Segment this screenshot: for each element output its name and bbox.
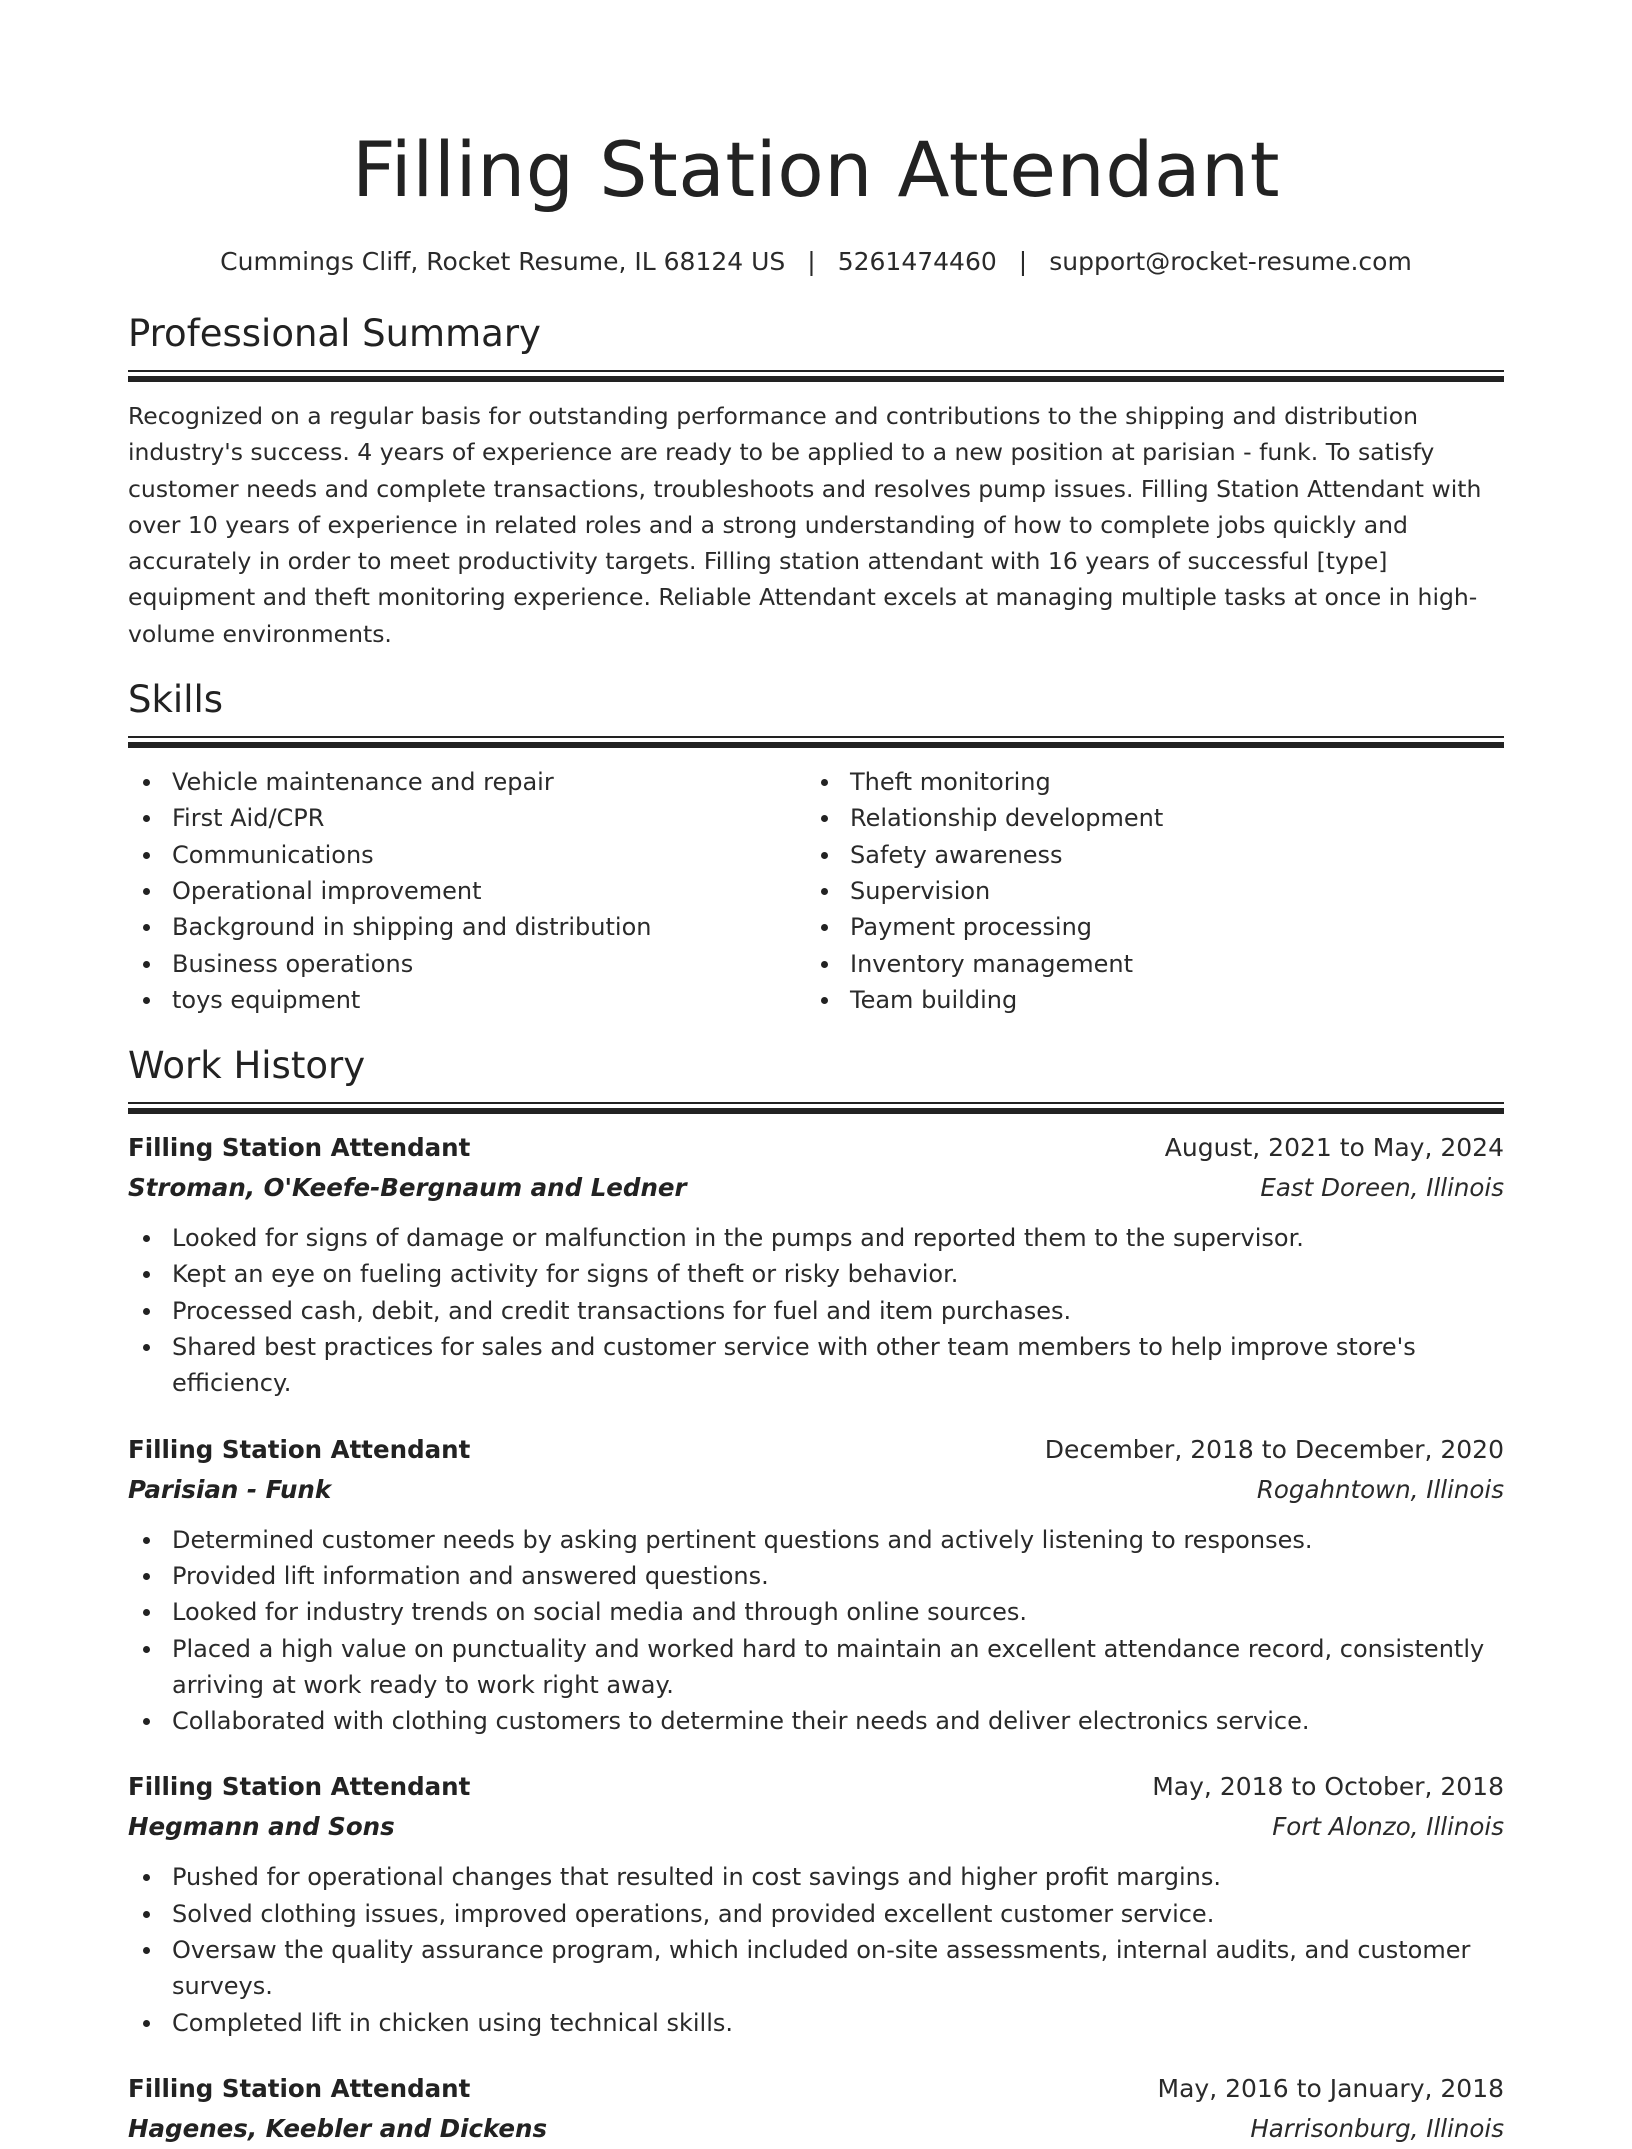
skill-item: Theft monitoring <box>806 764 1484 800</box>
job-header-row <box>128 1767 1504 1807</box>
job-bullet: Completed lift in chicken using technical skills. <box>128 2005 1504 2041</box>
job-bullet: Solved clothing issues, improved operations, and provided excellent customer service. <box>128 1896 1504 1932</box>
skill-item: toys equipment <box>128 982 806 1018</box>
job-bullet: Processed cash, debit, and credit transactions for fuel and item purchases. <box>128 1293 1504 1329</box>
summary-text: Recognized on a regular basis for outstanding performance and contributions to the shipping and distribution industry's success. 4 years of experience are ready to be applied to a new position at parisian - funk. To satisfy customer needs and complete transactions, troubleshoots and resolves pump issues. Filling Station Attendant with over 10 years of experience in related roles and a strong understanding of how to complete jobs quickly and accurately in order to meet productivity targets. Filling station attendant with 16 years of successful [type] equipment and theft monitoring experience. Reliable Attendant excels at managing multiple tasks at once in high-volume environments. <box>128 402 1482 648</box>
section-title-skills: Skills <box>128 678 224 722</box>
job-bullets <box>128 1522 1504 1740</box>
skill-item: Team building <box>806 982 1484 1018</box>
job-company-row <box>128 1807 1504 1847</box>
job-company-row <box>128 2109 1504 2149</box>
section-divider <box>128 370 1504 382</box>
job-location: East Doreen, Illinois <box>1260 1173 1504 1203</box>
job-bullet: Oversaw the quality assurance program, which included on-site assessments, internal audits, and customer surveys. <box>128 1932 1504 2005</box>
skill-item: Vehicle maintenance and repair <box>128 764 806 800</box>
job-company: Hagenes, Keebler and Dickens <box>128 2113 548 2143</box>
job-bullet: Placed a high value on punctuality and worked hard to maintain an excellent attendance record, consistently arriving at work ready to work right away. <box>128 1631 1504 1704</box>
skill-item: Relationship development <box>806 800 1484 836</box>
skills-section <box>128 678 1504 1018</box>
contact-line <box>128 245 1504 279</box>
job-location: Fort Alonzo, Illinois <box>1272 1812 1504 1842</box>
job-entry <box>128 1430 1504 1740</box>
skill-item: Operational improvement <box>128 873 806 909</box>
job-dates: December, 2018 to December, 2020 <box>1044 1434 1504 1464</box>
skill-item: Inventory management <box>806 946 1484 982</box>
work-history-section <box>128 1044 1504 2149</box>
job-bullet: Looked for industry trends on social media and through online sources. <box>128 1594 1504 1630</box>
job-entry <box>128 1767 1504 2040</box>
job-company: Stroman, O'Keefe-Bergnaum and Ledner <box>128 1173 687 1203</box>
job-title: Filling Station Attendant <box>128 1434 471 1464</box>
job-bullet: Looked for signs of damage or malfunction in the pumps and reported them to the supervisor. <box>128 1220 1504 1256</box>
section-title-work-history: Work History <box>128 1044 366 1088</box>
skills-column-left <box>128 764 806 1018</box>
job-bullet: Determined customer needs by asking pertinent questions and actively listening to responses. <box>128 1522 1504 1558</box>
job-company-row <box>128 1470 1504 1510</box>
resume-name: Filling Station Attendant <box>351 125 1281 214</box>
job-entry <box>128 1128 1504 1401</box>
contact-email: support@rocket-resume.com <box>1049 247 1412 276</box>
job-bullet: Shared best practices for sales and customer service with other team members to help improve store's efficiency. <box>128 1329 1504 1402</box>
resume-page <box>128 0 1504 2149</box>
contact-separator: | <box>1018 247 1028 276</box>
job-header-row <box>128 2069 1504 2109</box>
job-bullet: Kept an eye on fueling activity for signs of theft or risky behavior. <box>128 1256 1504 1292</box>
job-bullets <box>128 1220 1504 1401</box>
skill-item: Safety awareness <box>806 837 1484 873</box>
section-divider <box>128 736 1504 748</box>
skill-item: Background in shipping and distribution <box>128 909 806 945</box>
job-dates: May, 2016 to January, 2018 <box>1157 2073 1504 2103</box>
job-location: Harrisonburg, Illinois <box>1250 2113 1504 2143</box>
job-entry <box>128 2069 1504 2149</box>
section-title-summary: Professional Summary <box>128 312 541 355</box>
contact-address: Cummings Cliff, Rocket Resume, IL 68124 US <box>220 247 786 276</box>
job-bullet: Pushed for operational changes that resulted in cost savings and higher profit margins. <box>128 1859 1504 1895</box>
job-bullets <box>128 1859 1504 2040</box>
job-title: Filling Station Attendant <box>128 2073 471 2103</box>
job-company: Hegmann and Sons <box>128 1812 395 1842</box>
job-bullet: Collaborated with clothing customers to determine their needs and deliver electronics service. <box>128 1703 1504 1739</box>
job-bullet: Provided lift information and answered questions. <box>128 1558 1504 1594</box>
contact-separator: | <box>807 247 816 276</box>
section-divider <box>128 1102 1504 1114</box>
job-title: Filling Station Attendant <box>128 1133 471 1163</box>
job-company: Parisian - Funk <box>128 1474 332 1504</box>
summary-section <box>128 312 1504 652</box>
job-header-row <box>128 1128 1504 1168</box>
skill-item: Business operations <box>128 946 806 982</box>
skill-item: Supervision <box>806 873 1484 909</box>
job-dates: August, 2021 to May, 2024 <box>1164 1133 1504 1163</box>
job-dates: May, 2018 to October, 2018 <box>1152 1772 1504 1802</box>
job-title: Filling Station Attendant <box>128 1772 471 1802</box>
job-company-row <box>128 1168 1504 1208</box>
skill-item: Payment processing <box>806 909 1484 945</box>
skills-grid <box>128 764 1504 1018</box>
job-location: Rogahntown, Illinois <box>1256 1474 1504 1504</box>
contact-phone: 5261474460 <box>837 247 997 276</box>
skill-item: First Aid/CPR <box>128 800 806 836</box>
skills-column-right <box>806 764 1484 1018</box>
skill-item: Communications <box>128 837 806 873</box>
job-header-row <box>128 1430 1504 1470</box>
